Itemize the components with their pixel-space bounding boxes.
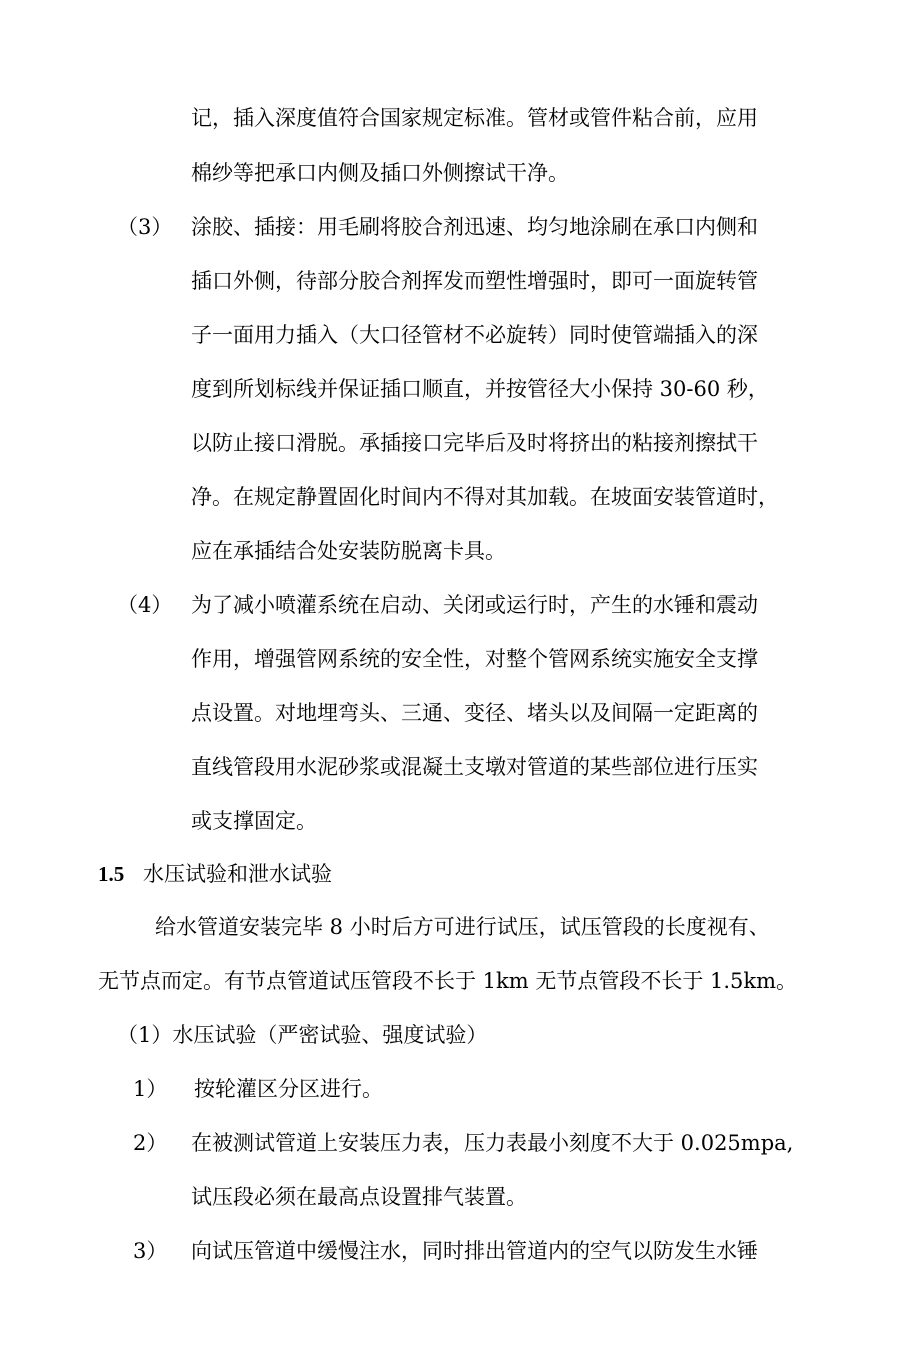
item-line: 为了减小喷灌系统在启动、关闭或运行时，产生的水锤和震动 <box>191 593 758 617</box>
item-line: 净。在规定静置固化时间内不得对其加载。在坡面安装管道时， <box>191 485 779 509</box>
item-line: 以防止接口滑脱。承插接口完毕后及时将挤出的粘接剂擦拭干 <box>191 431 758 455</box>
item-number: （4） <box>117 593 173 617</box>
item-line: 点设置。对地埋弯头、三通、变径、堵头以及间隔一定距离的 <box>191 701 758 725</box>
item-line: 插口外侧，待部分胶合剂挥发而塑性增强时，即可一面旋转管 <box>191 269 758 293</box>
item-line: 或支撑固定。 <box>191 809 317 833</box>
section-title: 水压试验和泄水试验 <box>143 862 332 886</box>
step-number: 1） <box>133 1077 168 1101</box>
item-line: 子一面用力插入（大口径管材不必旋转）同时使管端插入的深 <box>191 323 758 347</box>
paragraph-line: 给水管道安装完毕 8 小时后方可进行试压，试压管段的长度视有、 <box>155 915 770 939</box>
continuation-line: 棉纱等把承口内侧及插口外侧擦试干净。 <box>191 161 569 185</box>
item-line: 应在承插结合处安装防脱离卡具。 <box>191 539 506 563</box>
item-line: 度到所划标线并保证插口顺直，并按管径大小保持 30-60 秒， <box>191 377 769 401</box>
step-line: 在被测试管道上安装压力表，压力表最小刻度不大于 0.025mpa, <box>191 1131 794 1155</box>
continuation-line: 记，插入深度值符合国家规定标准。管材或管件粘合前，应用 <box>191 106 758 130</box>
step-number: 2） <box>133 1131 168 1155</box>
section-number: 1.5 <box>98 862 125 886</box>
item-line: 涂胶、插接：用毛刷将胶合剂迅速、均匀地涂刷在承口内侧和 <box>191 215 758 239</box>
paragraph-line: 无节点而定。有节点管道试压管段不长于 1km 无节点管段不长于 1.5km。 <box>98 969 798 993</box>
sub-heading: （1）水压试验（严密试验、强度试验） <box>117 1023 488 1047</box>
step-number: 3） <box>133 1239 168 1263</box>
step-line: 向试压管道中缓慢注水，同时排出管道内的空气以防发生水锤 <box>191 1239 758 1263</box>
item-line: 作用，增强管网系统的安全性，对整个管网系统实施安全支撑 <box>191 647 758 671</box>
step-line: 按轮灌区分区进行。 <box>194 1077 383 1101</box>
step-line: 试压段必须在最高点设置排气装置。 <box>191 1185 527 1209</box>
item-number: （3） <box>117 215 173 239</box>
item-line: 直线管段用水泥砂浆或混凝土支墩对管道的某些部位进行压实 <box>191 755 758 779</box>
